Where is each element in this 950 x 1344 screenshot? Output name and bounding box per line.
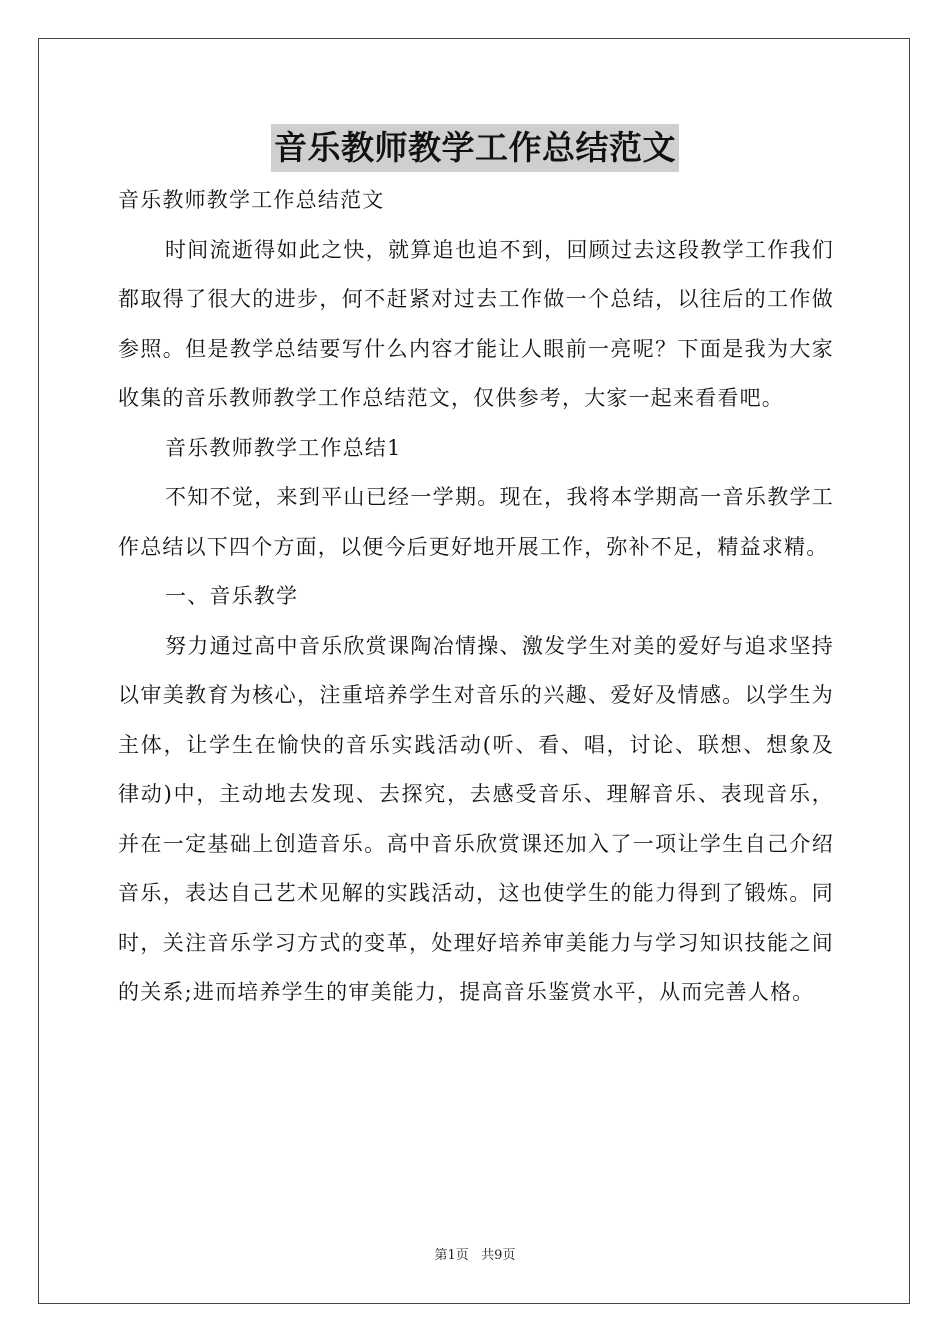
section-heading: 音乐教师教学工作总结1 <box>165 435 402 460</box>
body-paragraph: 音乐教师教学工作总结范文 <box>118 188 385 212</box>
document-title: 音乐教师教学工作总结范文 <box>271 124 679 172</box>
page-number: 第1页 共9页 <box>434 1248 516 1263</box>
body-paragraph: 努力通过高中音乐欣赏课陶冶情操、激发学生对美的爱好与追求坚持以审美教育为核心，注重培养学生对音乐的兴趣、爱好及情感。以学生为主体，让学生在愉快的音乐实践活动(听、看、唱，讨论、联想、想象及律动)中，主动地去发现、去探究，去感受音乐、理解音乐、表现音乐，并在一定基础上创造音乐。高中音乐欣赏课还加入了一项让学生自己介绍音乐，表达自己艺术见解的实践活动，这也使学生的能力得到了锻炼。同时，关注音乐学习方式的变革，处理好培养审美能力与学习知识技能之间的关系;进而培养学生的审美能力，提高音乐鉴赏水平，从而完善人格。 <box>118 633 834 1004</box>
document-body <box>118 176 834 1018</box>
body-paragraph: 不知不觉，来到平山已经一学期。现在，我将本学期高一音乐教学工作总结以下四个方面，以便今后更好地开展工作，弥补不足，精益求精。 <box>118 485 834 559</box>
body-paragraph: 时间流逝得如此之快，就算追也追不到，回顾过去这段教学工作我们都取得了很大的进步，何不赶紧对过去工作做一个总结，以往后的工作做参照。但是教学总结要写什么内容才能让人眼前一亮呢？下面是我为大家收集的音乐教师教学工作总结范文，仅供参考，大家一起来看看吧。 <box>118 237 834 410</box>
page-footer <box>0 1246 950 1266</box>
section-heading: 一、音乐教学 <box>165 584 299 608</box>
title-container <box>0 124 950 172</box>
